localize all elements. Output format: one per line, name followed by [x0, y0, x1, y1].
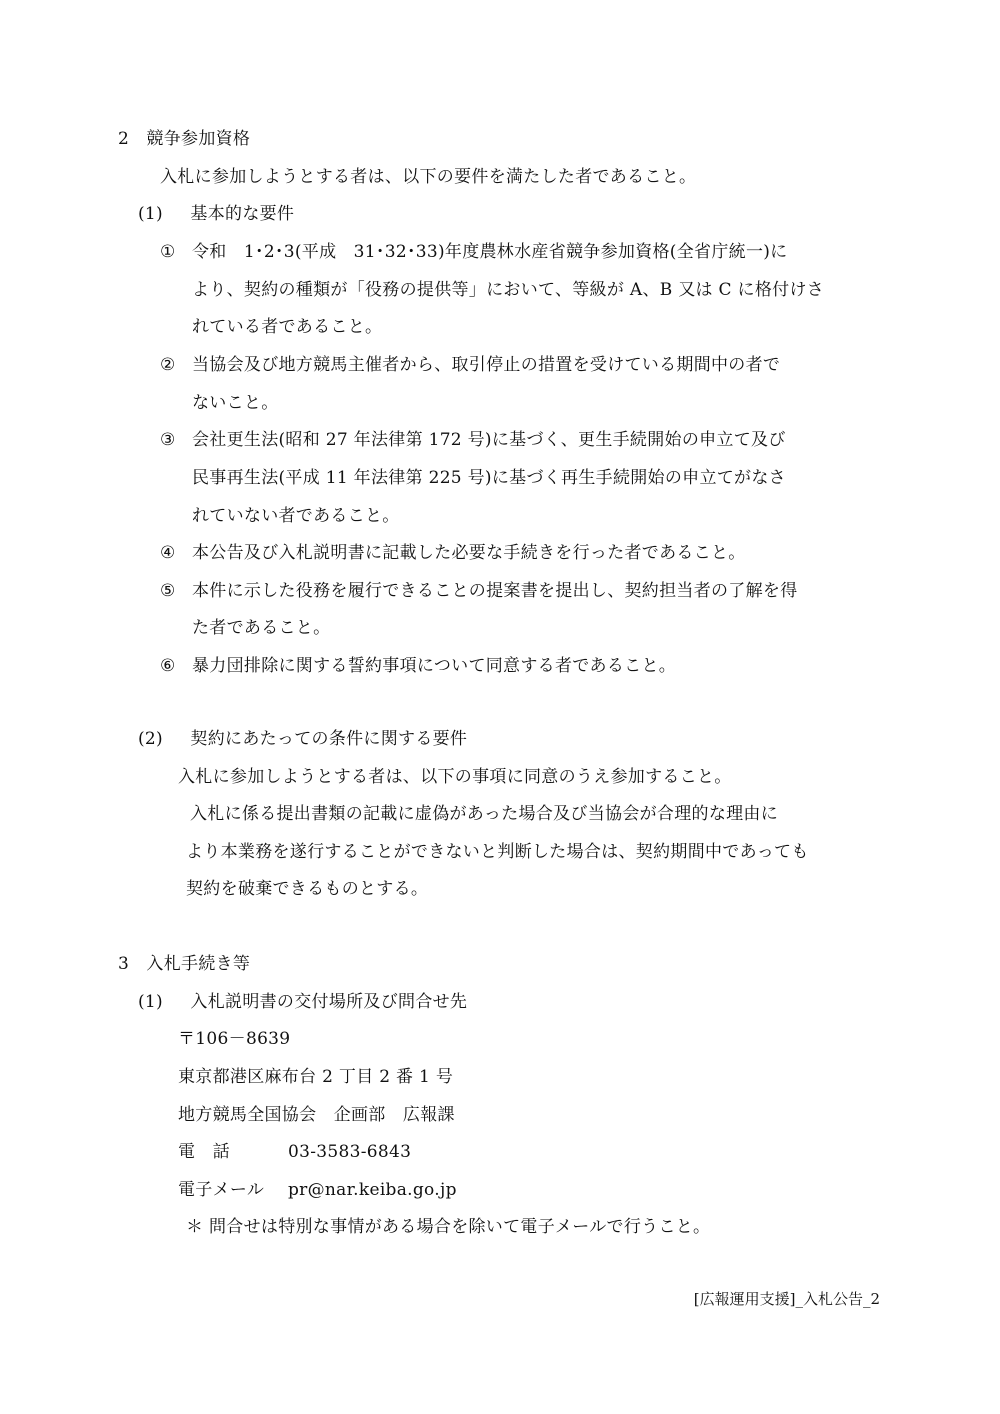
condition-line-3: より本業務を遂行することができないと判断した場合は、契約期間中であっても — [186, 842, 809, 862]
item-mark: ⑤ — [160, 581, 176, 601]
subsection-3-1-heading — [138, 991, 467, 1013]
email-label: 電子メール — [178, 1180, 265, 1200]
subsection-title: 入札説明書の交付場所及び問合せ先 — [190, 992, 468, 1012]
subsection-2-1-heading — [138, 203, 294, 225]
item-mark: ③ — [160, 430, 176, 450]
phone-row — [178, 1141, 411, 1163]
requirement-item-5-line-1: ⑤ 本件に示した役務を履行できることの提案書を提出し、契約担当者の了解を得 — [160, 581, 798, 601]
section-2-heading: 2 競争参加資格 — [118, 129, 251, 149]
subsection-label: (1) — [138, 204, 163, 224]
requirement-item-3-line-1: ③ 会社更生法(昭和 27 年法律第 172 号)に基づく、更生手続開始の申立て及び — [160, 430, 786, 450]
section-3-heading: 3 入札手続き等 — [118, 954, 251, 974]
item-mark: ④ — [160, 543, 176, 563]
phone-number: 03-3583-6843 — [288, 1142, 412, 1162]
requirement-item-2-line-1: ② 当協会及び地方競馬主催者から、取引停止の措置を受けている期間中の者で — [160, 355, 781, 375]
requirement-item-6-line-1: ⑥ 暴力団排除に関する誓約事項について同意する者であること。 — [160, 656, 677, 676]
postal-code: 〒106－8639 — [178, 1029, 291, 1049]
subsection-label: (1) — [138, 992, 163, 1012]
requirement-item-4-line-1: ④ 本公告及び入札説明書に記載した必要な手続きを行った者であること。 — [160, 543, 746, 563]
subsection-label: (2) — [138, 729, 163, 749]
item-mark: ① — [160, 242, 176, 262]
section-2-intro: 入札に参加しようとする者は、以下の要件を満たした者であること。 — [160, 167, 697, 187]
subsection-2-2-heading — [138, 728, 467, 750]
requirement-item-1-line-2: より、契約の種類が「役務の提供等」において、等級が A、B 又は C に格付けさ — [192, 280, 825, 300]
condition-line-1: 入札に参加しようとする者は、以下の事項に同意のうえ参加すること。 — [178, 767, 732, 787]
requirement-item-5-line-2: た者であること。 — [192, 618, 331, 638]
subsection-title: 契約にあたっての条件に関する要件 — [190, 729, 468, 749]
organization: 地方競馬全国協会 企画部 広報課 — [178, 1105, 455, 1125]
phone-label: 電 話 — [178, 1142, 230, 1162]
condition-line-4: 契約を破棄できるものとする。 — [186, 879, 429, 899]
requirement-item-1-line-3: れている者であること。 — [192, 317, 383, 337]
requirement-item-3-line-3: れていない者であること。 — [192, 506, 400, 526]
email-row — [178, 1179, 457, 1201]
condition-line-2: 入札に係る提出書類の記載に虚偽があった場合及び当協会が合理的な理由に — [190, 804, 779, 824]
contact-note: ＊ 問合せは特別な事情がある場合を除いて電子メールで行うこと。 — [186, 1217, 711, 1237]
address: 東京都港区麻布台 2 丁目 2 番 1 号 — [178, 1067, 454, 1087]
requirement-item-1-line-1: ① 令和 1･2･3(平成 31･32･33)年度農林水産省競争参加資格(全省庁統一)に — [160, 242, 788, 262]
requirement-item-3-line-2: 民事再生法(平成 11 年法律第 225 号)に基づく再生手続開始の申立てがなさ — [192, 468, 786, 488]
subsection-title: 基本的な要件 — [190, 204, 295, 224]
page-footer: [広報運用支援]_入札公告_2 — [693, 1290, 880, 1308]
requirement-item-2-line-2: ないこと。 — [192, 393, 279, 413]
item-mark: ⑥ — [160, 656, 176, 676]
item-mark: ② — [160, 355, 176, 375]
email-address[interactable]: pr@nar.keiba.go.jp — [288, 1180, 457, 1200]
